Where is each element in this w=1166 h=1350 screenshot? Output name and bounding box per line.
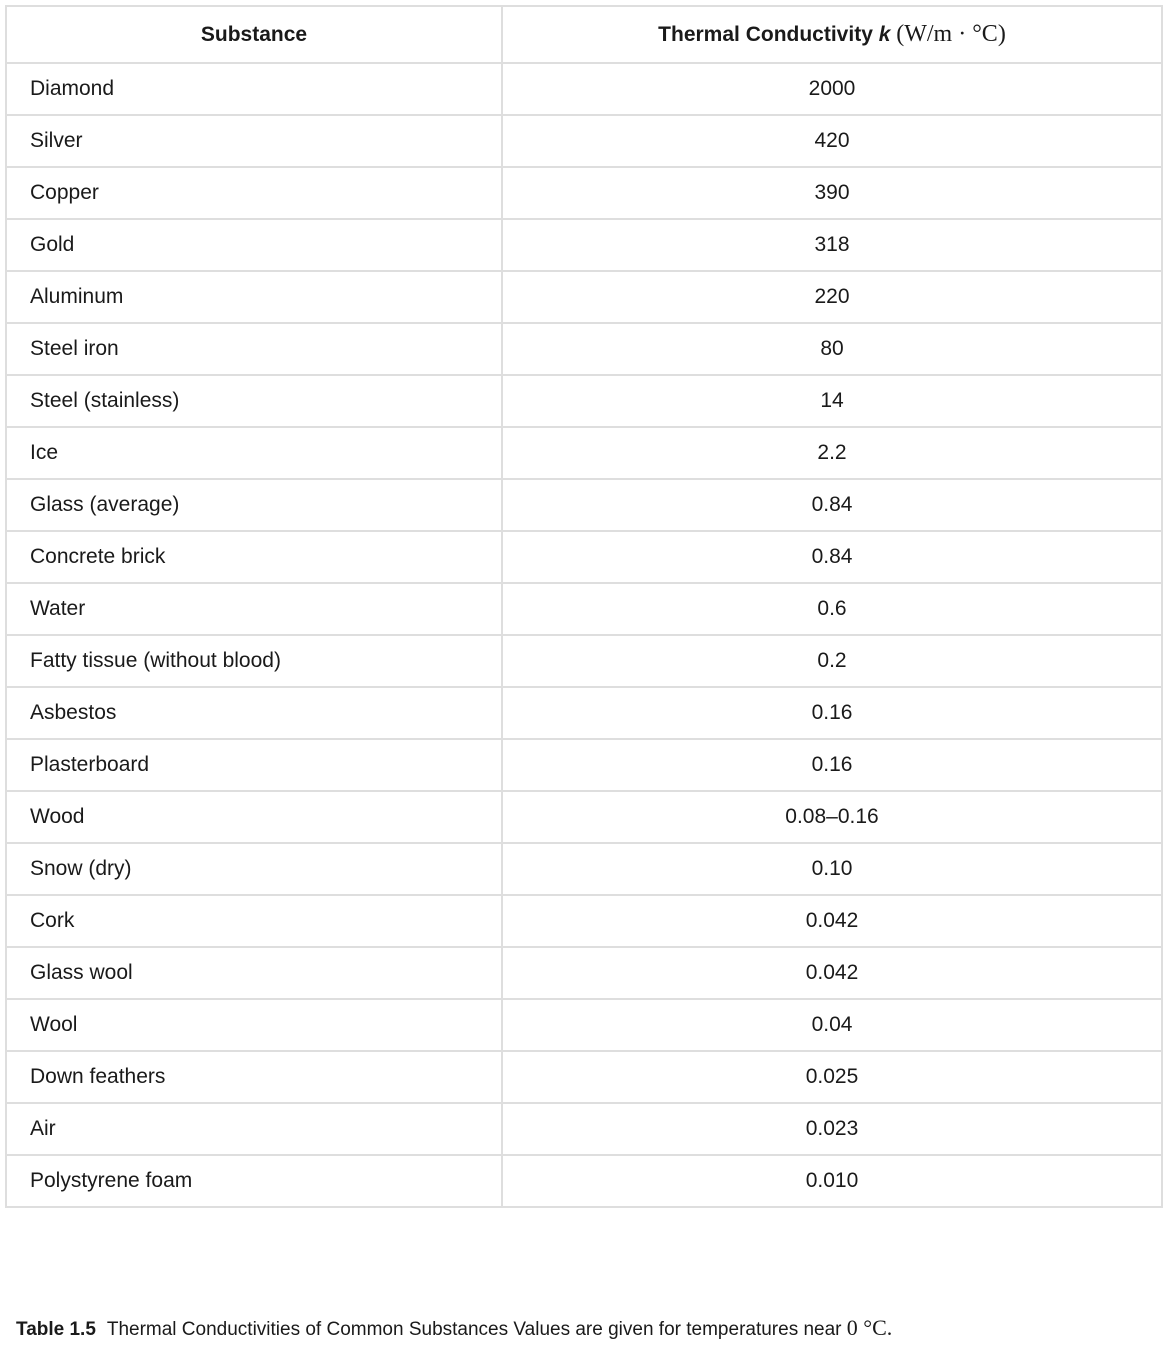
table-row <box>6 1103 1162 1155</box>
conductivity-table-container <box>5 5 1161 1208</box>
substance-cell: Water <box>6 583 502 635</box>
conductivity-cell: 0.84 <box>502 531 1162 583</box>
header-conductivity-text: Thermal Conductivity <box>658 23 879 46</box>
conductivity-cell: 0.042 <box>502 947 1162 999</box>
substance-cell: Steel iron <box>6 323 502 375</box>
table-row <box>6 531 1162 583</box>
caption-text: Thermal Conductivities of Common Substances Values are given for temperatures near <box>106 1319 847 1340</box>
substance-cell: Glass (average) <box>6 479 502 531</box>
table-row <box>6 323 1162 375</box>
table-row <box>6 63 1162 115</box>
caption-label: Table 1.5 <box>16 1319 96 1340</box>
table-body <box>6 63 1162 1207</box>
conductivity-cell: 0.023 <box>502 1103 1162 1155</box>
substance-cell: Down feathers <box>6 1051 502 1103</box>
conductivity-cell: 0.04 <box>502 999 1162 1051</box>
conductivity-cell: 0.025 <box>502 1051 1162 1103</box>
table-row <box>6 375 1162 427</box>
table-row <box>6 1051 1162 1103</box>
substance-cell: Copper <box>6 167 502 219</box>
table-caption <box>16 1315 892 1341</box>
substance-cell: Asbestos <box>6 687 502 739</box>
conductivity-cell: 0.010 <box>502 1155 1162 1207</box>
substance-cell: Snow (dry) <box>6 843 502 895</box>
conductivity-cell: 420 <box>502 115 1162 167</box>
table-row <box>6 427 1162 479</box>
conductivity-cell: 0.16 <box>502 687 1162 739</box>
table-row <box>6 219 1162 271</box>
conductivity-table <box>5 5 1163 1208</box>
substance-cell: Air <box>6 1103 502 1155</box>
caption-math: 0 °C. <box>846 1315 893 1340</box>
conductivity-cell: 390 <box>502 167 1162 219</box>
table-row <box>6 115 1162 167</box>
table-row <box>6 791 1162 843</box>
substance-cell: Cork <box>6 895 502 947</box>
substance-cell: Fatty tissue (without blood) <box>6 635 502 687</box>
table-row <box>6 895 1162 947</box>
conductivity-cell: 2.2 <box>502 427 1162 479</box>
conductivity-cell: 14 <box>502 375 1162 427</box>
conductivity-cell: 0.6 <box>502 583 1162 635</box>
table-row <box>6 583 1162 635</box>
header-conductivity-unit: (W/m · °C) <box>896 21 1006 47</box>
table-row <box>6 479 1162 531</box>
conductivity-cell: 0.2 <box>502 635 1162 687</box>
table-row <box>6 1155 1162 1207</box>
header-conductivity <box>502 6 1162 63</box>
table-row <box>6 947 1162 999</box>
substance-cell: Polystyrene foam <box>6 1155 502 1207</box>
header-conductivity-symbol: k <box>878 23 891 46</box>
conductivity-cell: 0.84 <box>502 479 1162 531</box>
table-row <box>6 843 1162 895</box>
substance-cell: Wool <box>6 999 502 1051</box>
substance-cell: Concrete brick <box>6 531 502 583</box>
conductivity-cell: 0.10 <box>502 843 1162 895</box>
substance-cell: Glass wool <box>6 947 502 999</box>
conductivity-cell: 318 <box>502 219 1162 271</box>
table-row <box>6 687 1162 739</box>
table-row <box>6 167 1162 219</box>
substance-cell: Steel (stainless) <box>6 375 502 427</box>
substance-cell: Plasterboard <box>6 739 502 791</box>
table-row <box>6 635 1162 687</box>
conductivity-cell: 0.042 <box>502 895 1162 947</box>
conductivity-cell: 0.08–0.16 <box>502 791 1162 843</box>
conductivity-cell: 0.16 <box>502 739 1162 791</box>
header-substance: Substance <box>6 6 502 63</box>
substance-cell: Gold <box>6 219 502 271</box>
table-header-row <box>6 6 1162 63</box>
substance-cell: Wood <box>6 791 502 843</box>
table-row <box>6 739 1162 791</box>
table-row <box>6 999 1162 1051</box>
substance-cell: Aluminum <box>6 271 502 323</box>
substance-cell: Ice <box>6 427 502 479</box>
conductivity-cell: 2000 <box>502 63 1162 115</box>
conductivity-cell: 80 <box>502 323 1162 375</box>
substance-cell: Silver <box>6 115 502 167</box>
conductivity-cell: 220 <box>502 271 1162 323</box>
substance-cell: Diamond <box>6 63 502 115</box>
table-row <box>6 271 1162 323</box>
